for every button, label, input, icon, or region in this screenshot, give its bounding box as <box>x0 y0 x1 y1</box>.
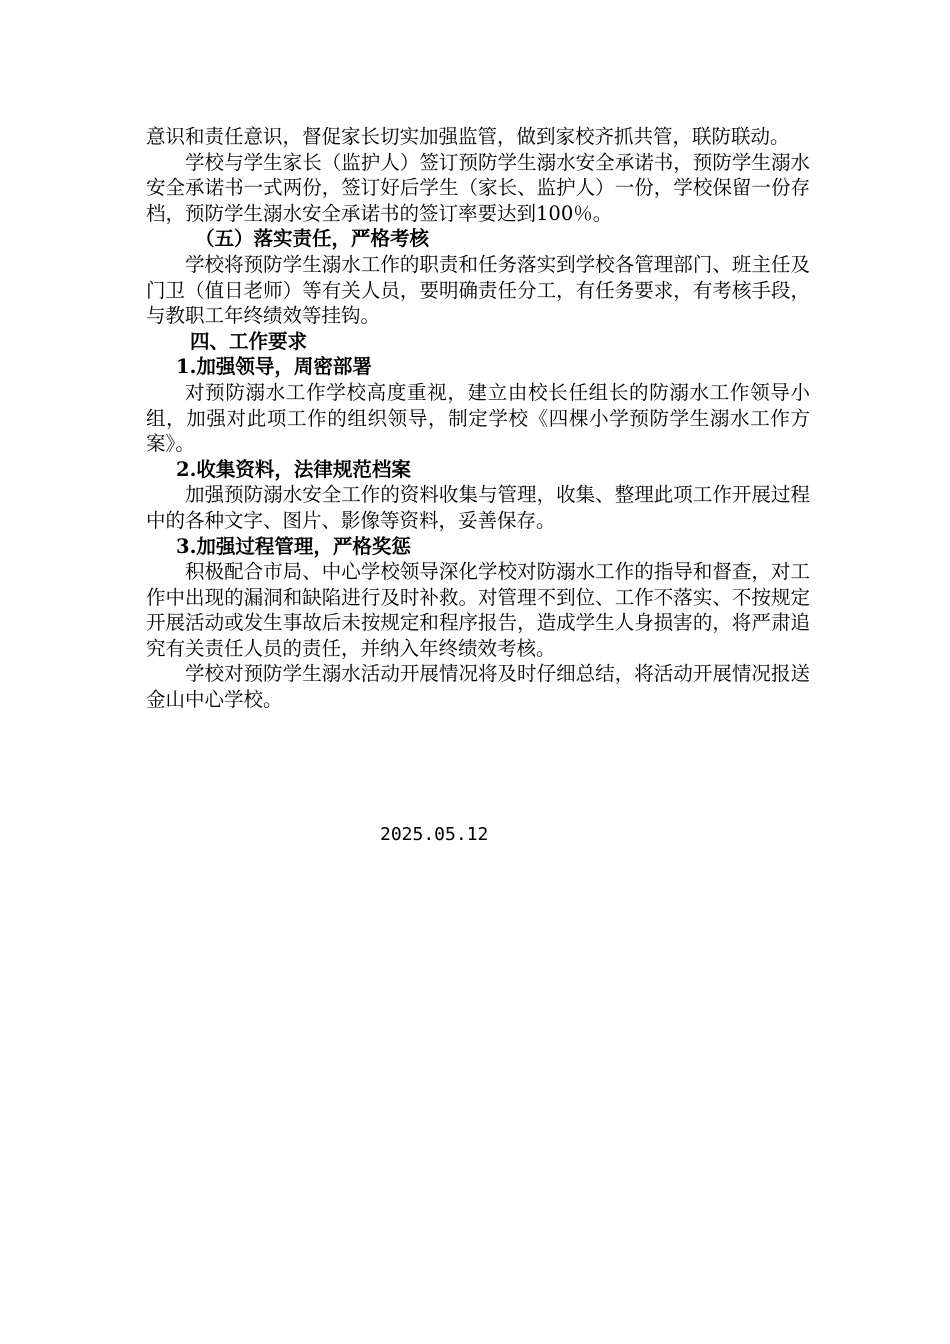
paragraph-responsibility: 学校将预防学生溺水工作的职责和任务落实到学校各管理部门、班主任及门卫（值日老师）等有关人员，要明确责任分工，有任务要求，有考核手段，与教职工年终绩效等挂钩。 <box>146 252 810 328</box>
paragraph-archives: 加强预防溺水安全工作的资料收集与管理，收集、整理此项工作开展过程中的各种文字、图片、影像等资料，妥善保存。 <box>146 483 810 532</box>
section-heading-responsibility: （五）落实责任，严格考核 <box>195 227 430 251</box>
paragraph-safety-pledge: 学校与学生家长（监护人）签订预防学生溺水安全承诺书，预防学生溺水安全承诺书一式两份，签订好后学生（家长、监护人）一份，学校保留一份存档，预防学生溺水安全承诺书的签订率要达到100％。 <box>146 150 810 225</box>
paragraph-home-school-awareness: 意识和责任意识，督促家长切实加强监管，做到家校齐抓共管，联防联动。 <box>146 125 790 148</box>
subheading-process-management: 3.加强过程管理，严格奖惩 <box>176 534 411 558</box>
paragraph-leadership: 对预防溺水工作学校高度重视，建立由校长任组长的防溺水工作领导小组，加强对此项工作的组织领导，制定学校《四棵小学预防学生溺水工作方案》。 <box>146 380 810 456</box>
section-heading-work-requirements: 四、工作要求 <box>190 329 308 353</box>
paragraph-process-management: 积极配合市局、中心学校领导深化学校对防溺水工作的指导和督查，对工作中出现的漏洞和缺陷进行及时补救。对管理不到位、工作不落实、不按规定开展活动或发生事故后未按规定和程序报告，造成学生人身损害的，将严肃追究有关责任人员的责任，并纳入年终绩效考核。 <box>146 560 810 660</box>
paragraph-summary-report: 学校对预防学生溺水活动开展情况将及时仔细总结，将活动开展情况报送金山中心学校。 <box>146 662 810 712</box>
document-body <box>146 124 810 713</box>
subheading-archives: 2.收集资料，法律规范档案 <box>176 457 411 481</box>
subheading-leadership: 1.加强领导，周密部署 <box>176 355 372 379</box>
document-date: 2025.05.12 <box>380 824 489 845</box>
